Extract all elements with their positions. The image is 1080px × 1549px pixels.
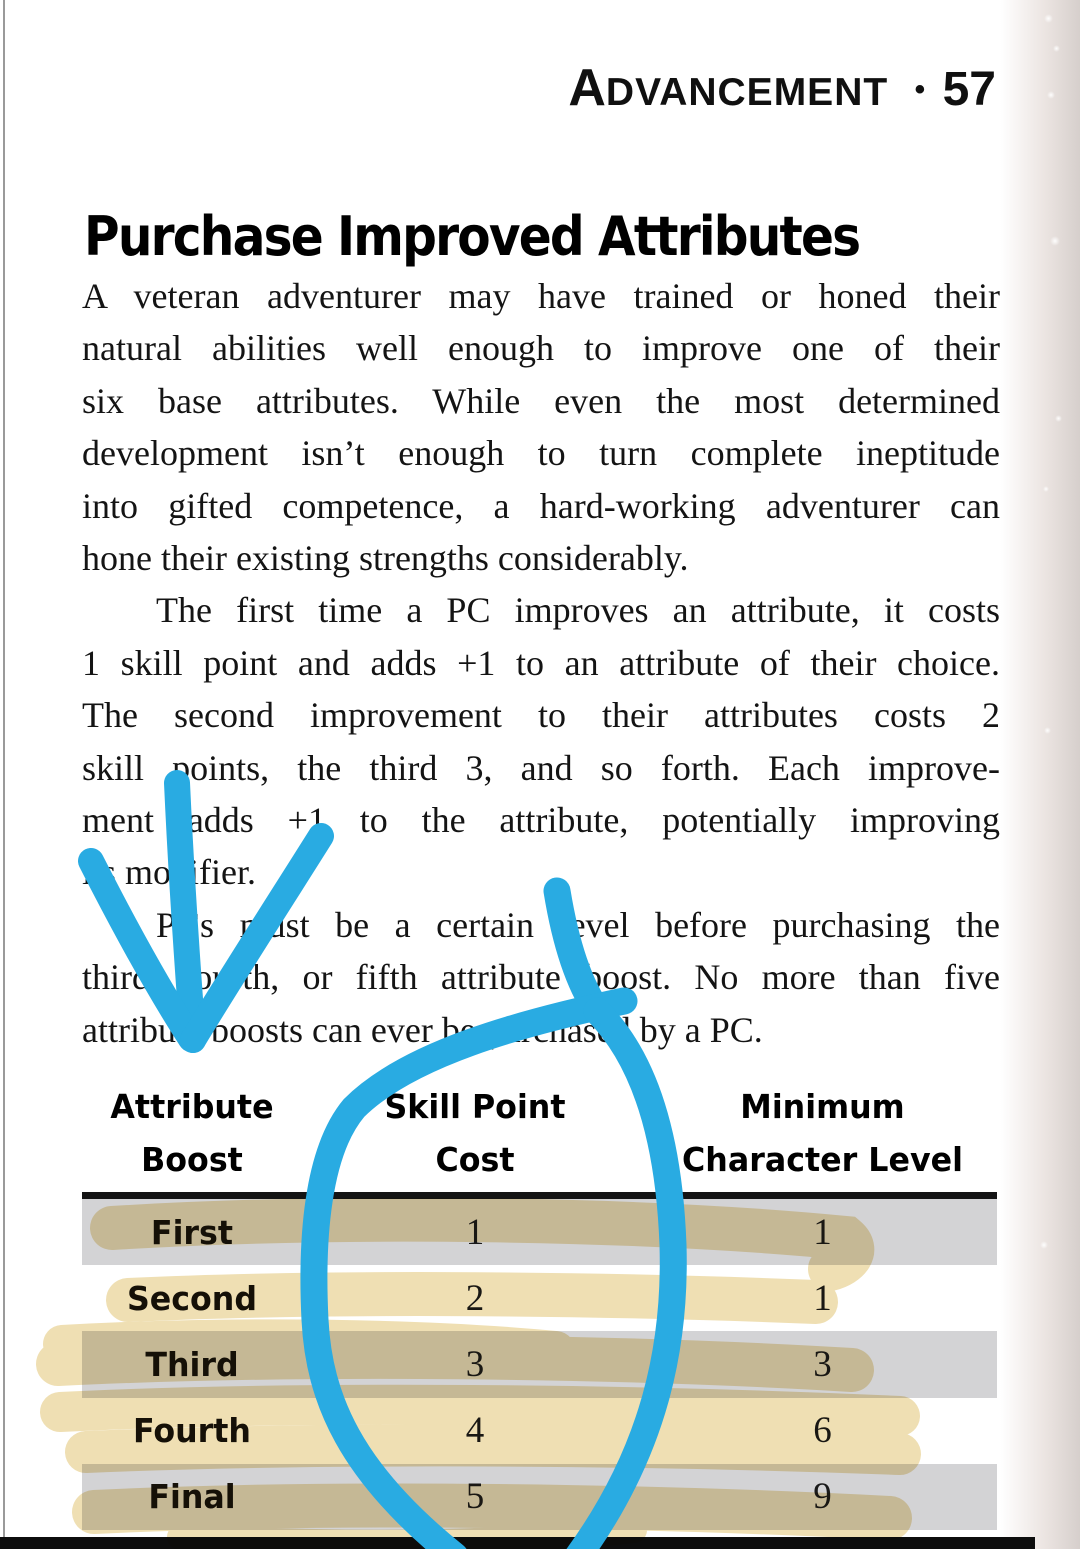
sparkle-dot (1053, 45, 1060, 52)
cell-minimum-character-level: 1 (813, 1277, 832, 1319)
cell-attribute-boost: Final (148, 1477, 236, 1517)
page-left-edge-line (3, 0, 5, 1549)
page-title: Purchase Improved Attributes (84, 205, 860, 268)
cell-skill-point-cost: 3 (465, 1343, 485, 1385)
cell-attribute-boost: Fourth (132, 1411, 251, 1451)
cell-skill-point-cost: 4 (465, 1410, 485, 1452)
attribute-boost-table (82, 1080, 997, 1530)
sparkle-dot (1040, 1241, 1048, 1249)
text-line: The first time a PC improves an attribute, it costs (156, 590, 1000, 631)
text-line: hone their existing strengths considerably. (82, 538, 689, 579)
column-header-minimum-character-level: Minimum Character Level (682, 1087, 963, 1179)
table-header-rule (82, 1192, 997, 1199)
body-text (82, 270, 1000, 1056)
text-line: into gifted competence, a hard-working adventurer can (82, 485, 1000, 526)
text-line: third, fourth, or fifth attribute boost. No more than five (82, 957, 1000, 998)
text-line: A veteran adventurer may have trained or honed their (82, 276, 1000, 316)
text-line: attribute boosts can ever be purchased by a PC. (82, 1009, 763, 1050)
text-line: development isn’t enough to turn complete ineptitude (82, 433, 1000, 474)
sparkle-dot (1043, 486, 1049, 492)
cell-attribute-boost: Third (145, 1344, 239, 1384)
cell-minimum-character-level: 3 (813, 1343, 832, 1385)
cell-skill-point-cost: 1 (465, 1211, 485, 1253)
text-line: PCs must be a certain level before purchasing the (156, 904, 1000, 945)
table-header-row (82, 1080, 997, 1186)
sparkle-dot (1044, 727, 1051, 734)
cell-skill-point-cost: 5 (465, 1476, 485, 1518)
table-row (82, 1265, 997, 1331)
cell-minimum-character-level: 6 (813, 1410, 832, 1452)
text-line: skill points, the third 3, and so forth. Each improve- (82, 747, 1000, 788)
sparkle-dot (1055, 415, 1062, 422)
cell-attribute-boost: Second (126, 1278, 258, 1318)
cell-attribute-boost: First (150, 1212, 234, 1252)
text-line: natural abilities well enough to improve one of their (82, 328, 1000, 369)
cell-minimum-character-level: 9 (813, 1476, 832, 1518)
page-header (0, 58, 996, 118)
column-header-attribute-boost: Attribute Boost (110, 1087, 274, 1179)
column-header-skill-point-cost: Skill Point Cost (384, 1087, 566, 1179)
table-row (82, 1464, 997, 1530)
text-line: 1 skill point and adds +1 to an attribute of their choice. (82, 642, 1000, 683)
text-line: its modifier. (82, 852, 256, 893)
page-right-edge-gradient (1000, 0, 1080, 1549)
table-row (82, 1331, 997, 1397)
table-body (82, 1199, 997, 1530)
cell-skill-point-cost: 2 (465, 1277, 485, 1319)
text-line: ment adds +1 to the attribute, potentially improving (82, 800, 1000, 841)
section-title: A (568, 59, 606, 117)
bullet-separator: • (914, 73, 926, 106)
sparkle-dot (1050, 236, 1060, 246)
page-number: 57 (942, 63, 996, 116)
sparkle-dot (1044, 14, 1053, 23)
text-line: six base attributes. While even the most determined (82, 380, 1000, 421)
table-row (82, 1398, 997, 1464)
text-line: The second improvement to their attributes costs 2 (82, 695, 1000, 736)
cell-minimum-character-level: 1 (813, 1211, 832, 1253)
table-row (82, 1199, 997, 1265)
sparkle-dot (1047, 91, 1055, 99)
page-bottom-rule (0, 1537, 1035, 1549)
section-title-rest: DVANCEMENT (605, 71, 889, 114)
